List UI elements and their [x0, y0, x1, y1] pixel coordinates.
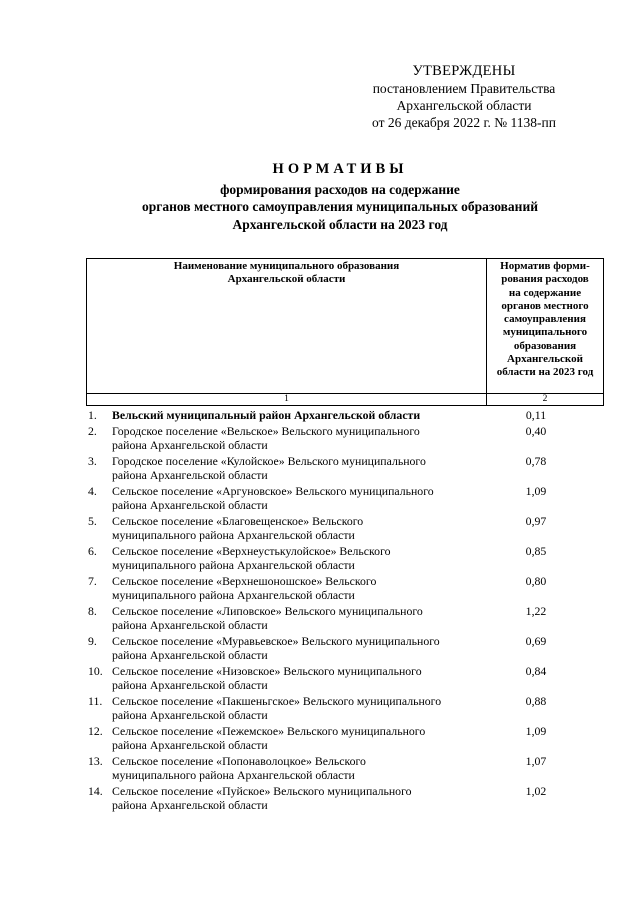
row-value: 1,09 — [525, 724, 547, 738]
table-row — [88, 784, 598, 812]
row-name-line: Сельское поселение «Аргуновское» Вельского муниципального — [112, 484, 434, 498]
row-name-line: Городское поселение «Кулойское» Вельского муниципального — [112, 454, 426, 468]
table-row — [88, 514, 598, 542]
row-number: 7. — [88, 574, 97, 588]
row-number: 2. — [88, 424, 97, 438]
row-name-line: района Архангельской области — [112, 498, 268, 512]
title-line: формирования расходов на содержание — [220, 181, 460, 197]
row-name-line: Сельское поселение «Пежемское» Вельского муниципального — [112, 724, 426, 738]
column-header-norm — [487, 259, 604, 394]
table-row — [88, 664, 598, 692]
row-value: 0,11 — [525, 408, 547, 422]
row-value: 0,88 — [525, 694, 547, 708]
row-name — [112, 408, 474, 422]
row-number: 13. — [88, 754, 103, 768]
document-title — [80, 161, 600, 233]
row-name-line: района Архангельской области — [112, 678, 268, 692]
row-value: 1,07 — [525, 754, 547, 768]
approval-block — [344, 63, 584, 131]
column-header-line: рования расходов — [501, 273, 589, 286]
row-number: 9. — [88, 634, 97, 648]
row-number: 3. — [88, 454, 97, 468]
row-name — [112, 604, 474, 632]
table-row — [88, 754, 598, 782]
row-number: 1. — [88, 408, 97, 422]
row-name-line: Сельское поселение «Верхнеустькулойское» Вельского — [112, 544, 391, 558]
row-number: 8. — [88, 604, 97, 618]
table-row — [88, 724, 598, 752]
row-name — [112, 424, 474, 452]
column-header-line: органов местного — [501, 299, 589, 312]
table-row — [88, 574, 598, 602]
row-name-line: района Архангельской области — [112, 738, 268, 752]
row-value: 0,84 — [525, 664, 547, 678]
row-name-line: Сельское поселение «Пакшеньгское» Вельского муниципального — [112, 694, 442, 708]
row-name — [112, 754, 474, 782]
row-name — [112, 454, 474, 482]
row-value: 1,02 — [525, 784, 547, 798]
column-header-name — [87, 259, 487, 394]
row-name-line: Сельское поселение «Муравьевское» Вельского муниципального — [112, 634, 440, 648]
table-row — [88, 454, 598, 482]
row-name-line: Сельское поселение «Пуйское» Вельского муниципального — [112, 784, 412, 798]
column-header-line: образования — [513, 339, 577, 352]
row-value: 1,09 — [525, 484, 547, 498]
column-header-line: Наименование муниципального образования — [173, 260, 400, 272]
row-name-line: муниципального района Архангельской области — [112, 588, 355, 602]
row-name — [112, 544, 474, 572]
row-name — [112, 514, 474, 542]
row-number: 11. — [88, 694, 103, 708]
approval-line: постановлением Правительства — [372, 81, 556, 96]
row-name-line: Сельское поселение «Благовещенское» Вельского — [112, 514, 364, 528]
row-name — [112, 574, 474, 602]
row-name-line: района Архангельской области — [112, 708, 268, 722]
row-name-line: муниципального района Архангельской области — [112, 528, 355, 542]
row-name-line: района Архангельской области — [112, 618, 268, 632]
column-number-2: 2 — [487, 394, 604, 406]
row-name — [112, 784, 474, 812]
column-header-line: Норматив форми- — [500, 260, 590, 272]
table-row — [88, 604, 598, 632]
row-number: 12. — [88, 724, 103, 738]
row-name-line: района Архангельской области — [112, 648, 268, 662]
approval-heading: УТВЕРЖДЕНЫ — [412, 63, 516, 79]
approval-line: Архангельской области — [396, 98, 532, 113]
row-name-line: Сельское поселение «Низовское» Вельского муниципального — [112, 664, 422, 678]
row-value: 0,80 — [525, 574, 547, 588]
row-number: 10. — [88, 664, 103, 678]
row-number: 14. — [88, 784, 103, 798]
column-header-line: на содержание — [508, 286, 582, 299]
row-name — [112, 694, 474, 722]
title-line: Архангельской области на 2023 год — [232, 216, 448, 232]
title-main: НОРМАТИВЫ — [272, 161, 408, 177]
row-name — [112, 634, 474, 662]
table-row — [88, 424, 598, 452]
row-number: 5. — [88, 514, 97, 528]
row-name-line: Городское поселение «Вельское» Вельского муниципального — [112, 424, 420, 438]
column-header-line: Архангельской области — [227, 273, 346, 286]
row-name-line: Сельское поселение «Попонаволоцкое» Вельского — [112, 754, 366, 768]
row-name-line: района Архангельской области — [112, 798, 268, 812]
row-number: 6. — [88, 544, 97, 558]
row-value: 0,78 — [525, 454, 547, 468]
column-header-line: Архангельской — [507, 353, 583, 366]
row-name-line: Вельский муниципальный район Архангельской области — [112, 408, 421, 422]
table-row — [88, 694, 598, 722]
approval-date: от 26 декабря 2022 г. № 1138-пп — [372, 115, 556, 130]
table-row — [88, 408, 598, 422]
table-body — [88, 408, 598, 814]
row-name-line: муниципального района Архангельской области — [112, 558, 355, 572]
row-name-line: муниципального района Архангельской области — [112, 768, 355, 782]
row-name — [112, 724, 474, 752]
row-name-line: Сельское поселение «Липовское» Вельского муниципального — [112, 604, 423, 618]
row-name-line: района Архангельской области — [112, 438, 268, 452]
column-number-1: 1 — [87, 394, 487, 406]
row-value: 0,85 — [525, 544, 547, 558]
row-name — [112, 664, 474, 692]
row-value: 1,22 — [525, 604, 547, 618]
row-value: 0,40 — [525, 424, 547, 438]
row-name-line: Сельское поселение «Верхнешоношское» Вельского — [112, 574, 377, 588]
row-value: 0,69 — [525, 634, 547, 648]
row-number: 4. — [88, 484, 97, 498]
title-line: органов местного самоуправления муниципальных образований — [141, 199, 539, 214]
row-value: 0,97 — [525, 514, 547, 528]
column-header-line: муниципального — [502, 326, 588, 339]
column-header-line: самоуправления — [504, 313, 586, 326]
table-row — [88, 634, 598, 662]
row-name-line: района Архангельской области — [112, 468, 268, 482]
table-header — [86, 258, 604, 406]
column-header-line: области на 2023 год — [496, 366, 594, 379]
table-row — [88, 544, 598, 572]
table-row — [88, 484, 598, 512]
row-name — [112, 484, 474, 512]
